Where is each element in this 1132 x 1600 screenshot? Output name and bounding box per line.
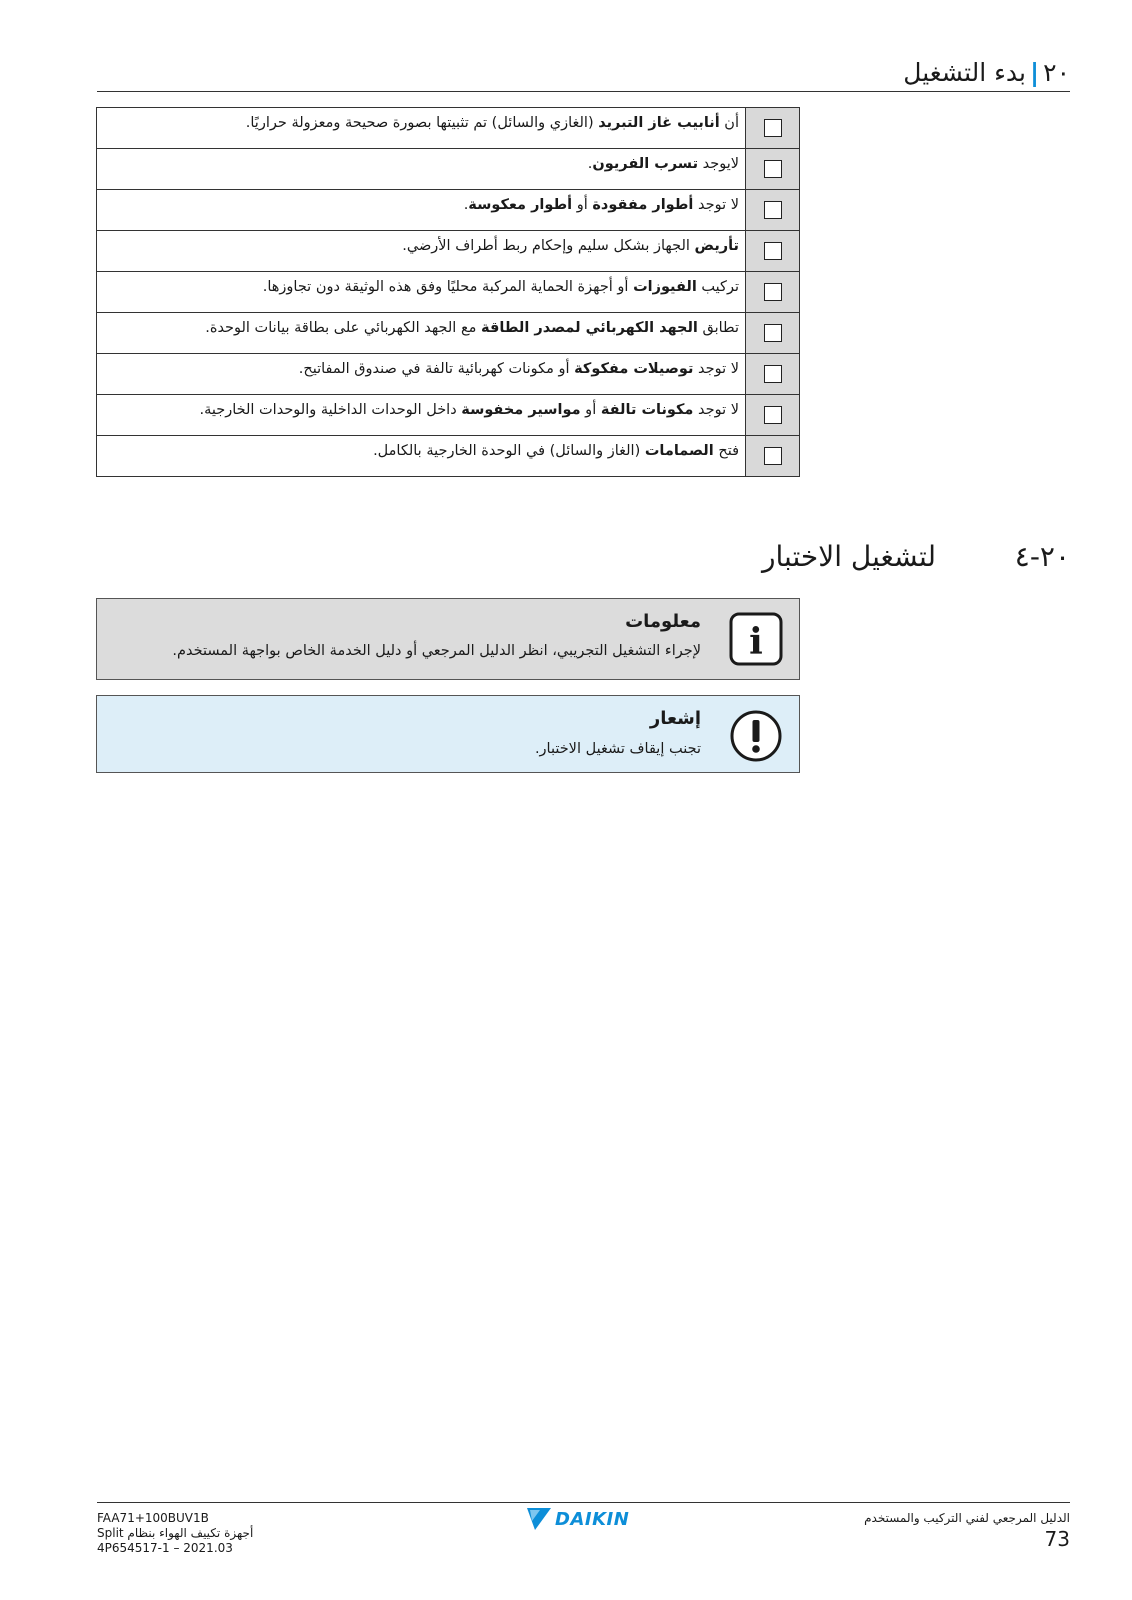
checklist-item-text: لا توجد توصيلات مفكوكة أو مكونات كهربائية تالفة في صندوق المفاتيح. (97, 354, 746, 395)
checkbox-cell (746, 108, 800, 149)
checkbox[interactable] (764, 406, 782, 424)
checkbox-cell (746, 395, 800, 436)
section-heading (97, 535, 1070, 579)
exclamation-icon (729, 709, 783, 763)
section-number: ٢٠-٤ (1014, 540, 1070, 573)
checkbox[interactable] (764, 242, 782, 260)
info-icon (729, 612, 783, 666)
checkbox[interactable] (764, 160, 782, 178)
checkbox-cell (746, 436, 800, 477)
footer-product: أجهزة تكييف الهواء بنظام Split (97, 1526, 254, 1540)
chapter-number: ٢٠ (1043, 58, 1070, 87)
checklist-row (97, 272, 800, 313)
checklist-item-text: لا توجد أطوار مفقودة أو أطوار معكوسة. (97, 190, 746, 231)
checklist-item-text: تأريض الجهاز بشكل سليم وإحكام ربط أطراف الأرضي. (97, 231, 746, 272)
checkbox[interactable] (764, 365, 782, 383)
notice-note (96, 695, 800, 773)
checkbox[interactable] (764, 324, 782, 342)
checkbox-cell (746, 272, 800, 313)
footer-doc-code: 4P654517-1 – 2021.03 (97, 1541, 233, 1555)
page-number: 73 (1044, 1527, 1070, 1551)
checklist-row (97, 436, 800, 477)
checklist-item-text: تطابق الجهد الكهربائي لمصدر الطاقة مع الجهد الكهربائي على بطاقة بيانات الوحدة. (97, 313, 746, 354)
checklist-item-text: لايوجد تسرب الفريون. (97, 149, 746, 190)
chapter-title: بدء التشغيل (903, 58, 1026, 87)
checklist-row (97, 149, 800, 190)
info-note-title: معلومات (625, 611, 701, 632)
checkbox[interactable] (764, 201, 782, 219)
notice-note-text: تجنب إيقاف تشغيل الاختبار. (534, 741, 701, 757)
header-separator: | (1030, 58, 1040, 87)
checklist-row (97, 231, 800, 272)
footer-guide-info (864, 1511, 1070, 1552)
checklist-item-text: فتح الصمامات (الغاز والسائل) في الوحدة الخارجية بالكامل. (97, 436, 746, 477)
checklist-row (97, 395, 800, 436)
checkbox-cell (746, 149, 800, 190)
checkbox-cell (746, 231, 800, 272)
checklist-row (97, 108, 800, 149)
checklist-row (97, 313, 800, 354)
checkbox[interactable] (764, 447, 782, 465)
section-title: لتشغيل الاختبار (761, 540, 936, 573)
checklist-item-text: أن أنابيب غاز التبريد (الغازي والسائل) تم تثبيتها بصورة صحيحة ومعزولة حراريًا. (97, 108, 746, 149)
daikin-logo (527, 1507, 629, 1531)
daikin-logo-icon (527, 1508, 551, 1530)
info-note-text: لإجراء التشغيل التجريبي، انظر الدليل المرجعي أو دليل الخدمة الخاص بواجهة المستخدم. (172, 643, 701, 659)
footer-model: FAA71+100BUV1B (97, 1511, 209, 1525)
checklist-row (97, 190, 800, 231)
checklist-item-text: لا توجد مكونات تالفة أو مواسير مخفوسة داخل الوحدات الداخلية والوحدات الخارجية. (97, 395, 746, 436)
footer-guide-title: الدليل المرجعي لفني التركيب والمستخدم (864, 1511, 1070, 1525)
brand-name: DAIKIN (555, 1508, 630, 1530)
checkbox[interactable] (764, 119, 782, 137)
checkbox-cell (746, 190, 800, 231)
checklist-row (97, 354, 800, 395)
checkbox-cell (746, 313, 800, 354)
svg-text:i: i (749, 621, 763, 663)
info-note (96, 598, 800, 680)
checkbox-cell (746, 354, 800, 395)
notice-note-title: إشعار (649, 708, 701, 729)
checkbox[interactable] (764, 283, 782, 301)
page-footer (97, 1502, 1070, 1563)
footer-doc-info (97, 1511, 253, 1556)
checklist-item-text: تركيب الفيوزات أو أجهزة الحماية المركبة محليًا وفق هذه الوثيقة دون تجاوزها. (97, 272, 746, 313)
chapter-heading (97, 56, 1070, 90)
page-header (97, 56, 1070, 92)
checklist-table (96, 107, 800, 477)
